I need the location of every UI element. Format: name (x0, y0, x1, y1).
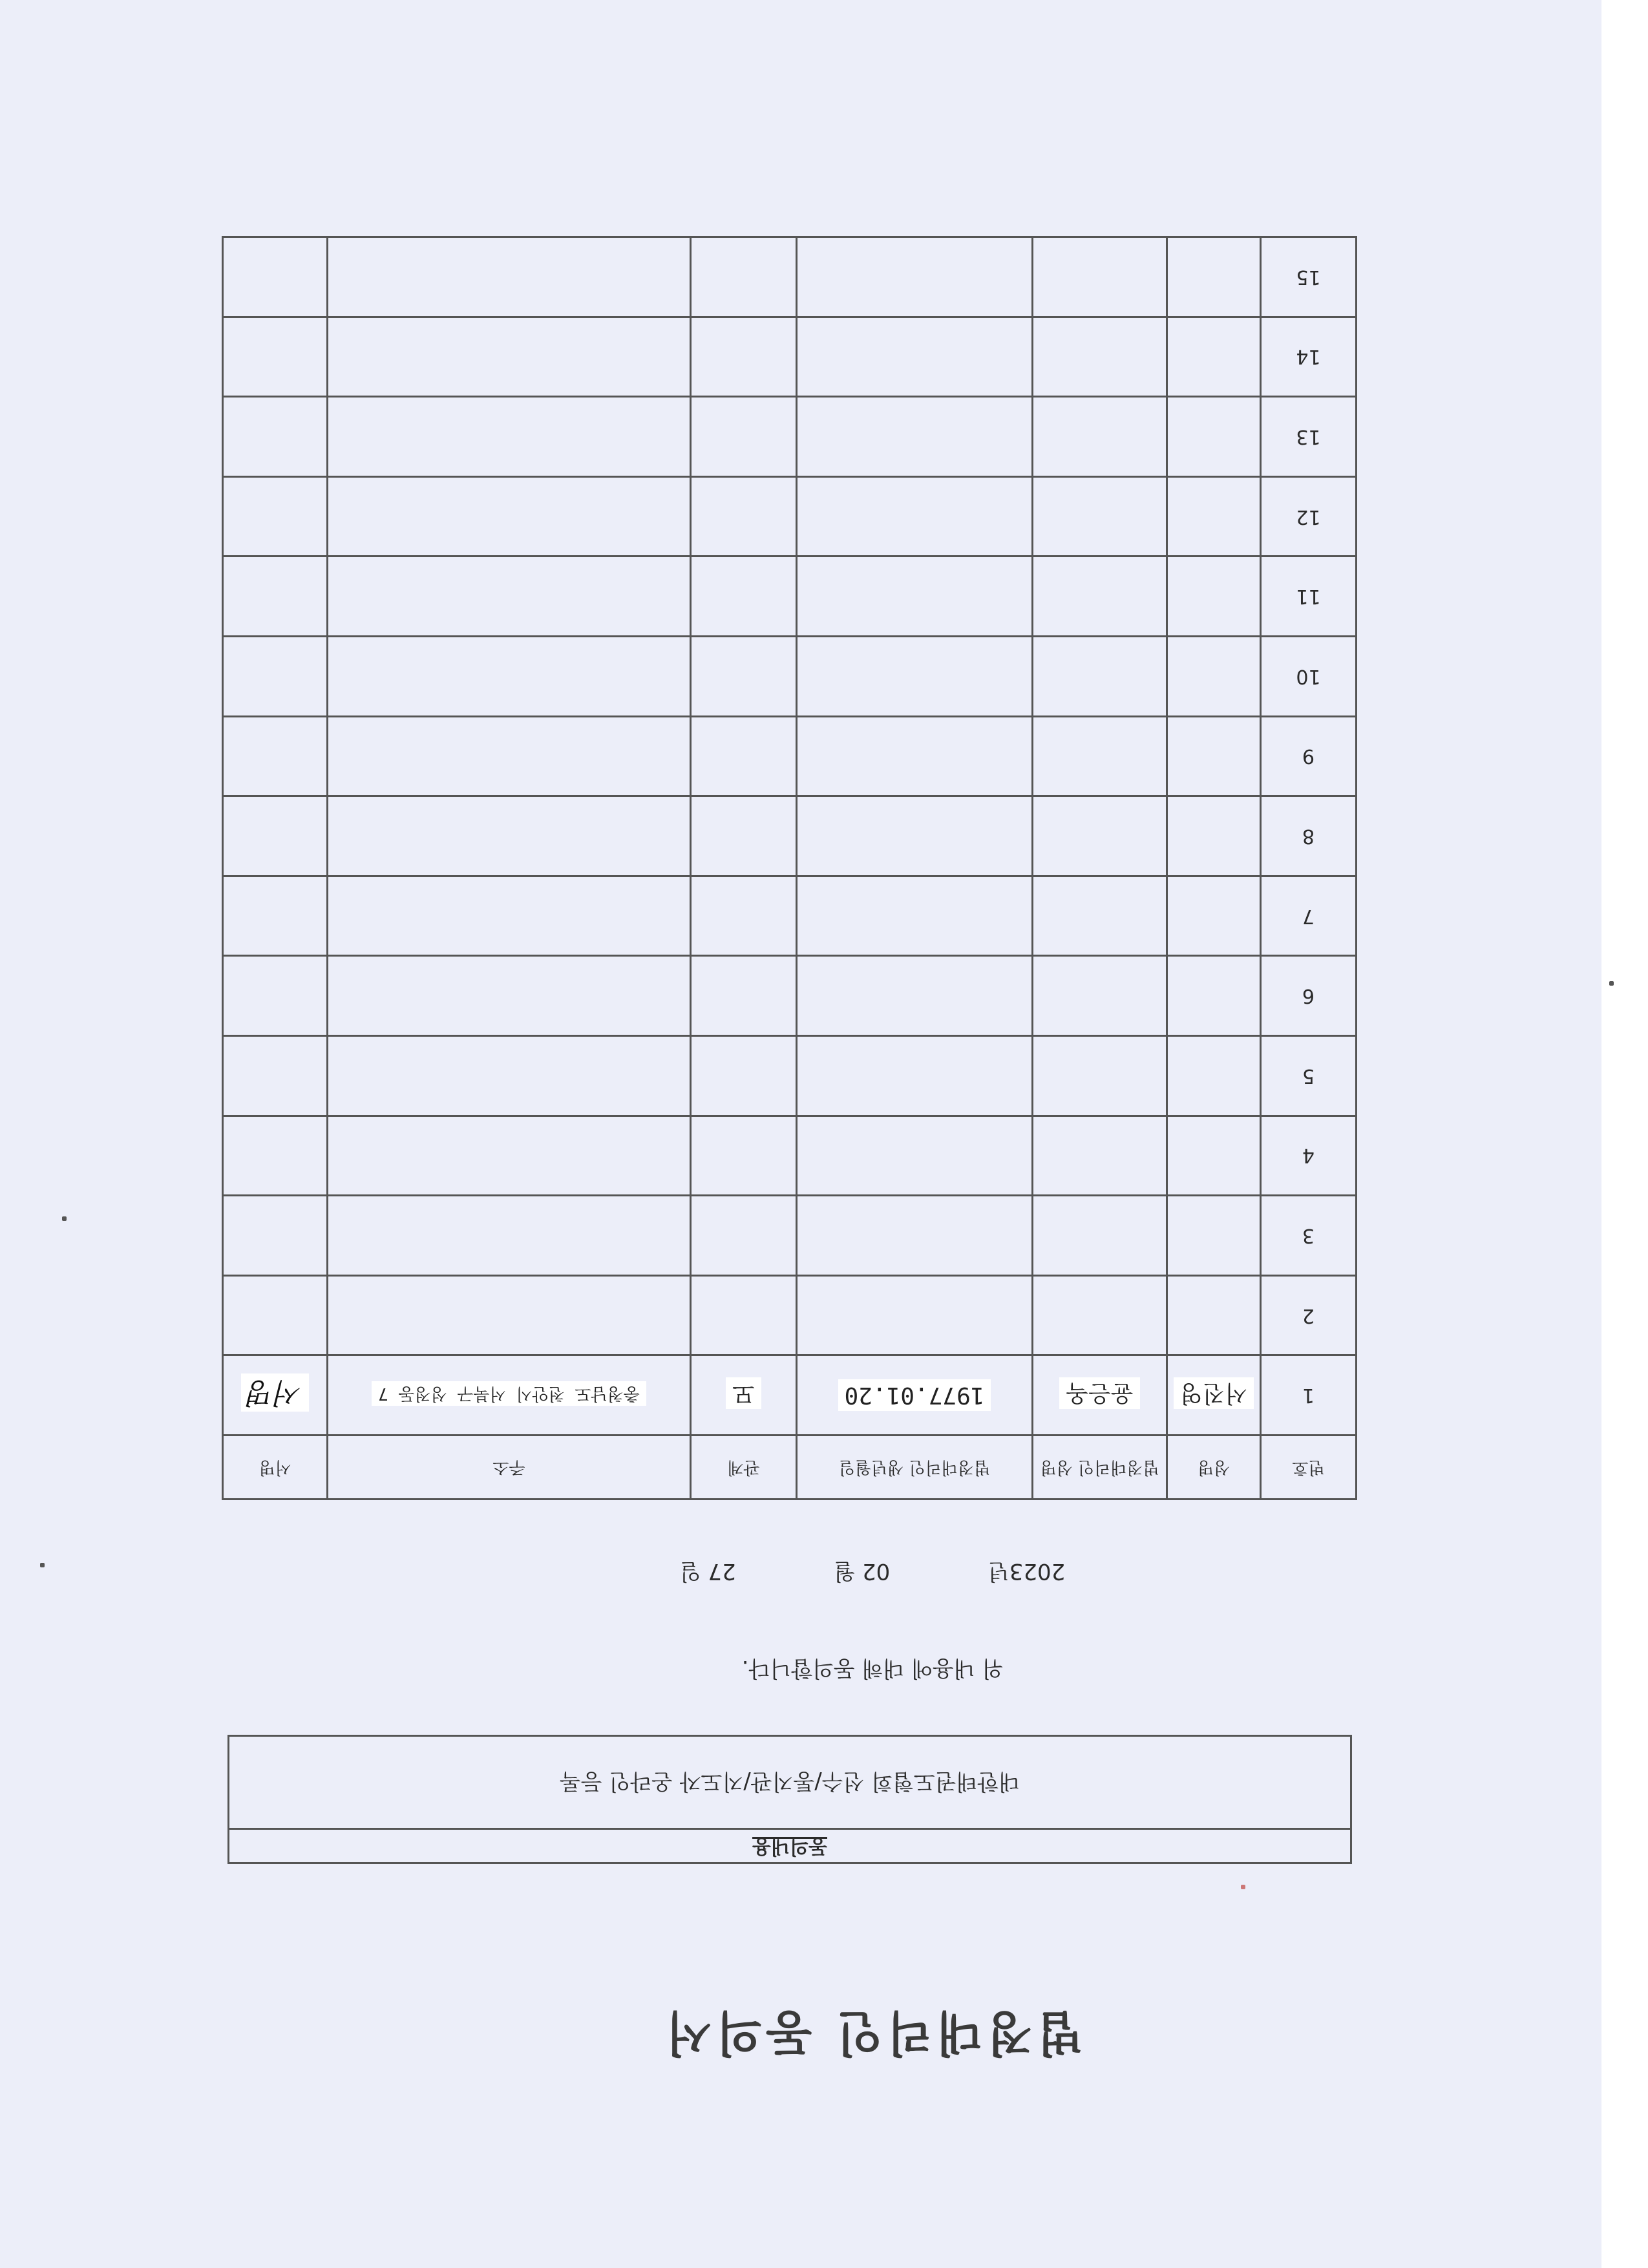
header-guardian-name: 법정대리인 성명 (1033, 1436, 1167, 1500)
date-day-label: 일 (679, 1558, 701, 1584)
row-no: 3 (1261, 1196, 1357, 1276)
row-no: 5 (1261, 1036, 1357, 1116)
date-year: 2023년 (988, 1558, 1066, 1584)
table-row (223, 1036, 1357, 1116)
table-row (223, 637, 1357, 717)
guardian-roster-table (222, 236, 1357, 1500)
consent-box-body: 대한태권도협회 선수/통지관/지도자 온라인 등록 (559, 1768, 1020, 1794)
row-relation (691, 1355, 797, 1436)
row-no: 4 (1261, 1116, 1357, 1196)
table-row (223, 876, 1357, 956)
row-no: 9 (1261, 716, 1357, 796)
table-row (223, 1275, 1357, 1355)
handwritten-name: 서진영 (1174, 1377, 1254, 1409)
date-month-label: 월 (834, 1558, 856, 1584)
table-row (223, 1196, 1357, 1276)
handwritten-address: 충청남도 천안시 서북구 성정동 7 (372, 1381, 646, 1406)
table-row (223, 397, 1357, 477)
row-guardian-name (1033, 1355, 1167, 1436)
table-row (223, 556, 1357, 637)
handwritten-guardian-name: 윤은옥 (1059, 1377, 1139, 1409)
header-guardian-birth: 법정대리인 생년월일 (797, 1436, 1033, 1500)
consent-box-header (229, 1828, 1350, 1862)
table-row (223, 317, 1357, 397)
row-no: 15 (1261, 237, 1357, 317)
row-no: 11 (1261, 556, 1357, 637)
date-day-value: 27 (708, 1558, 736, 1584)
row-signature (223, 1355, 328, 1436)
table-row (223, 1355, 1357, 1436)
header-signature: 서명 (223, 1436, 328, 1500)
row-no: 12 (1261, 476, 1357, 556)
row-no: 8 (1261, 796, 1357, 876)
table-row (223, 476, 1357, 556)
row-guardian-birth (797, 1355, 1033, 1436)
signing-date (97, 1558, 1648, 1589)
table-row (223, 716, 1357, 796)
row-no: 6 (1261, 956, 1357, 1036)
table-header-row (223, 1436, 1357, 1500)
row-no: 14 (1261, 317, 1357, 397)
scan-speck (62, 1216, 67, 1221)
header-name: 성명 (1167, 1436, 1261, 1500)
row-no: 10 (1261, 637, 1357, 717)
header-no: 번호 (1261, 1436, 1357, 1500)
row-no: 2 (1261, 1275, 1357, 1355)
row-address (328, 1355, 691, 1436)
handwritten-birthdate: 1977.01.20 (838, 1379, 991, 1411)
row-no: 13 (1261, 397, 1357, 477)
scan-speck (1609, 981, 1614, 986)
handwritten-relation: 모 (726, 1377, 761, 1409)
table-row (223, 237, 1357, 317)
row-name (1167, 1355, 1261, 1436)
agreement-statement: 위 내용에 대해 동의합니다. (741, 1655, 1004, 1681)
row-no: 1 (1261, 1355, 1357, 1436)
scan-speck (40, 1563, 45, 1567)
consent-content-box (227, 1735, 1352, 1864)
handwritten-signature: 서명 (241, 1373, 309, 1412)
page-title: 법정대리인 동의서 (662, 2005, 1083, 2061)
table-row (223, 1116, 1357, 1196)
date-month-value: 02 (861, 1558, 891, 1584)
table-row (223, 956, 1357, 1036)
header-address: 주소 (328, 1436, 691, 1500)
table-row (223, 796, 1357, 876)
row-no: 7 (1261, 876, 1357, 956)
header-relation: 관계 (691, 1436, 797, 1500)
scan-speck (1241, 1885, 1245, 1889)
consent-box-header-label: 동의내용 (752, 1835, 827, 1858)
